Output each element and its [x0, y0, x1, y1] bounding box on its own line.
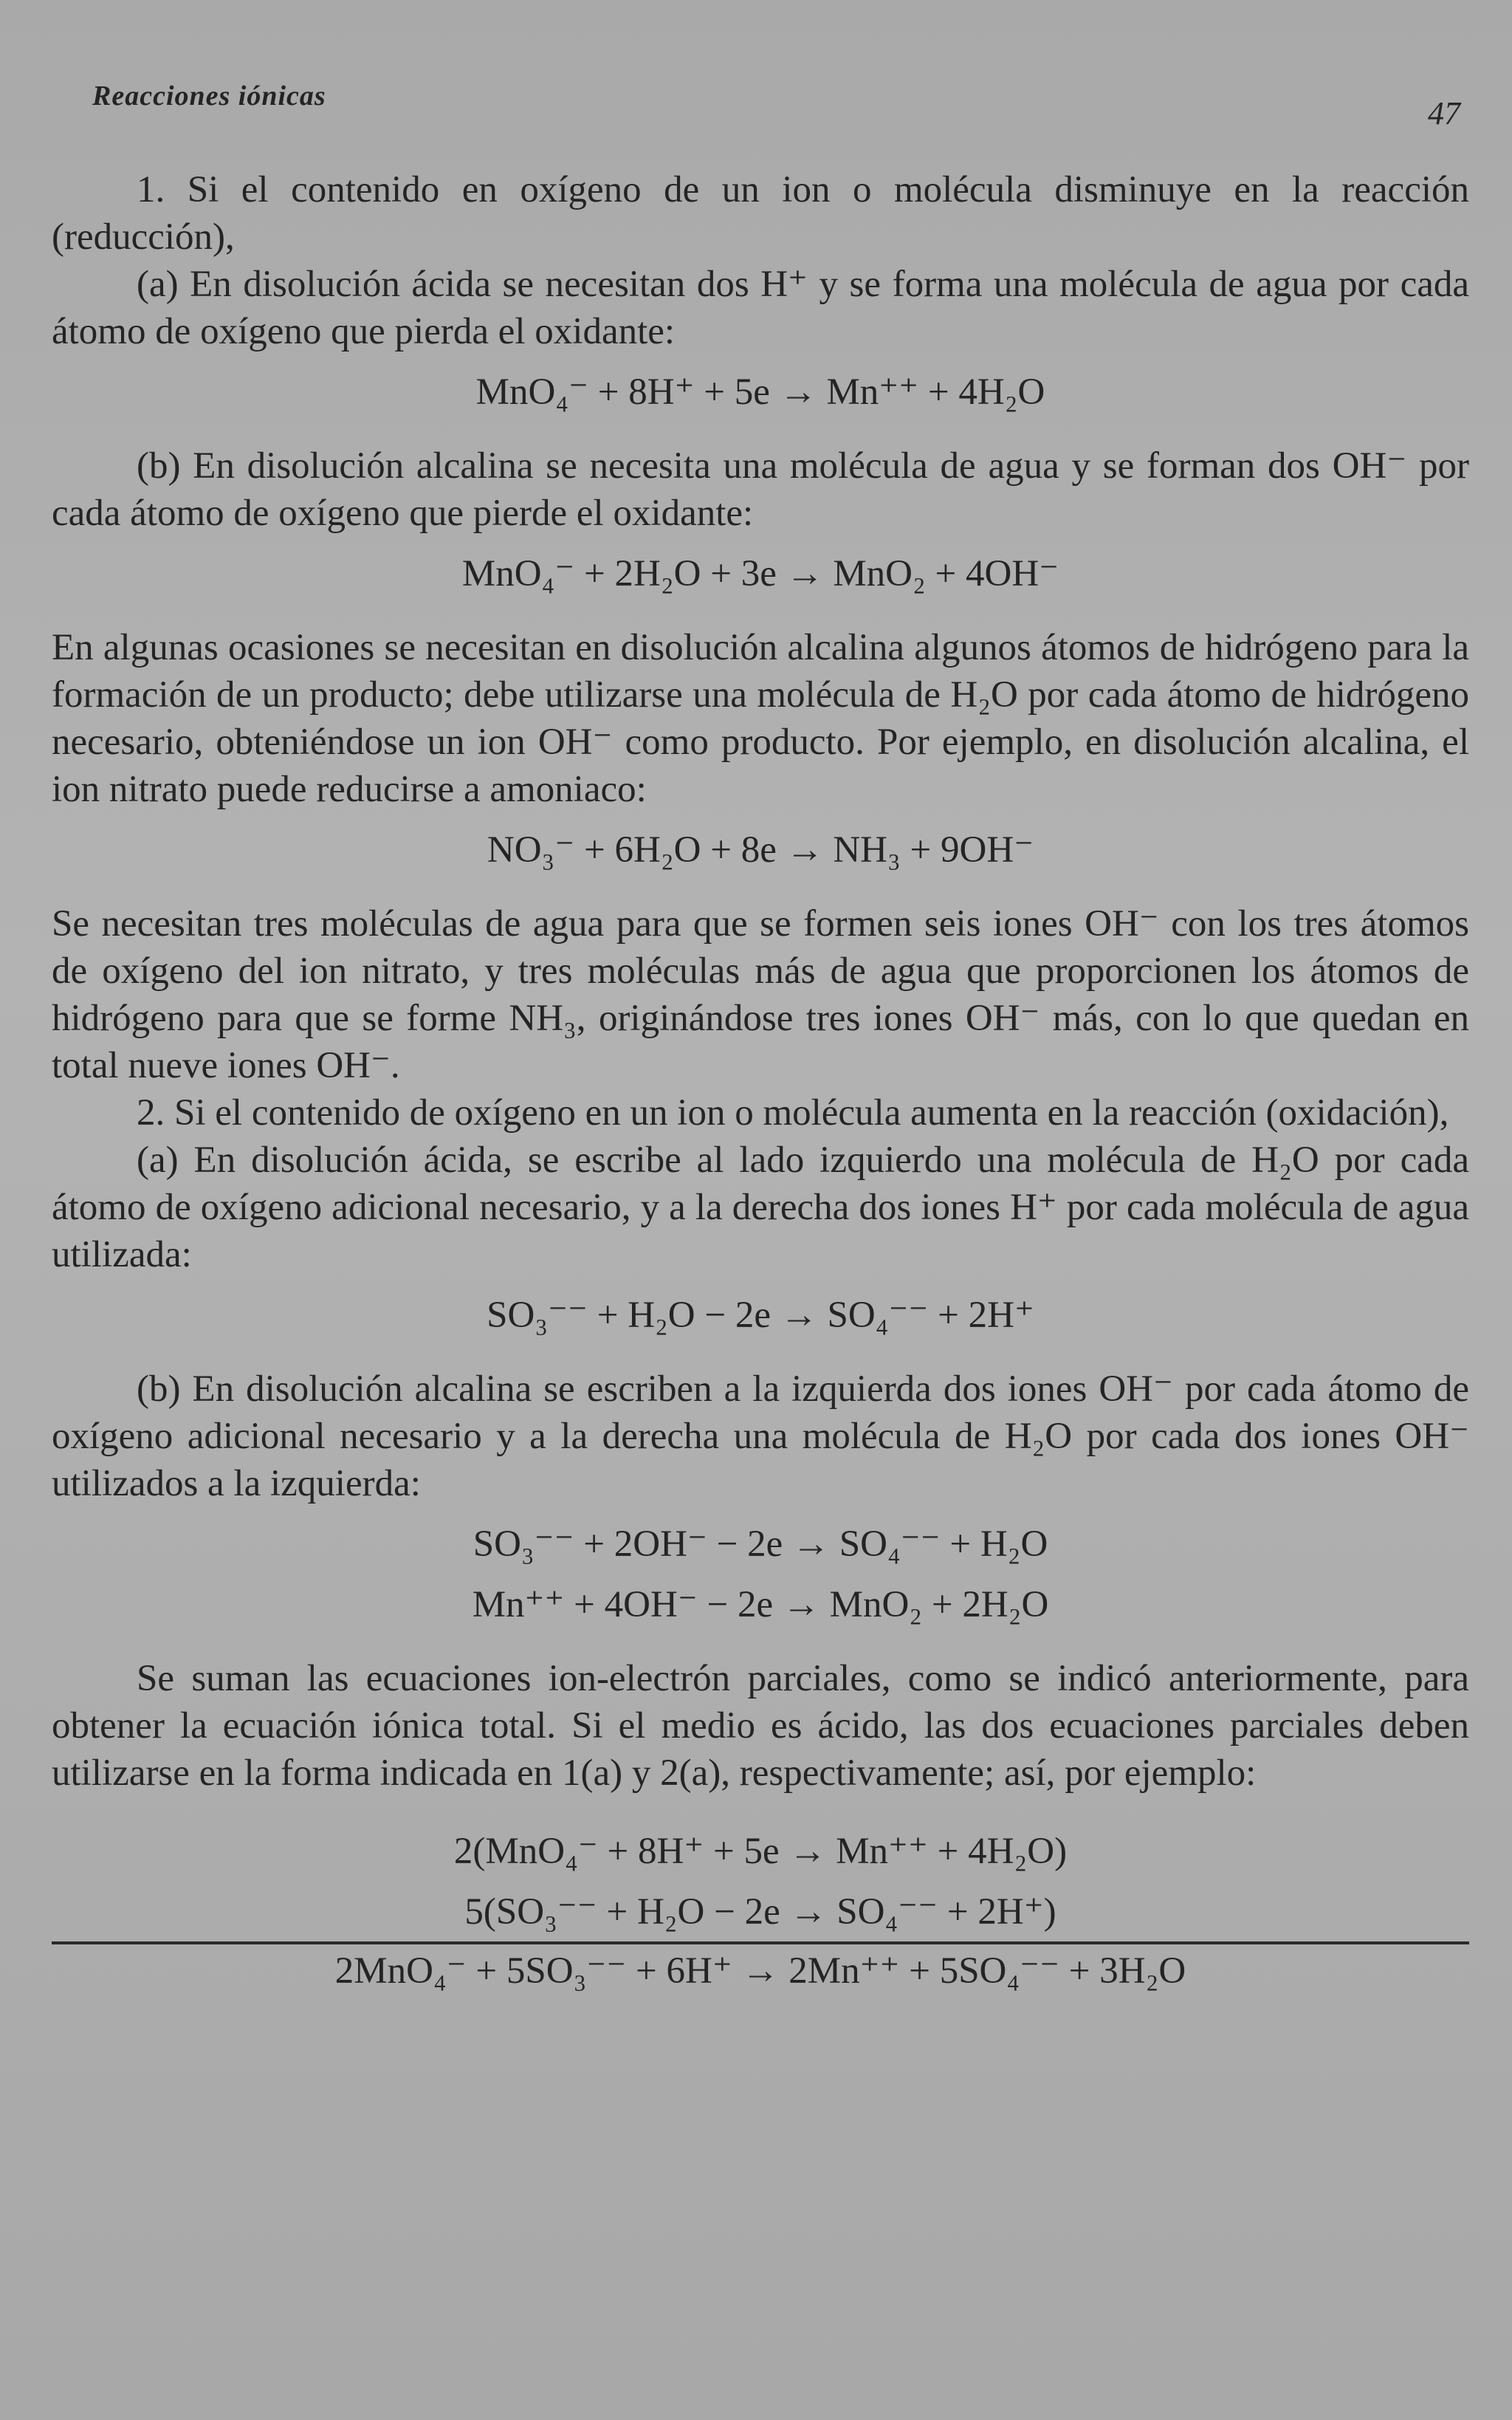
equation-5: SO₃⁻⁻ + 2OH⁻ − 2e → SO₄⁻⁻ + H₂O — [472, 1523, 1048, 1565]
paragraph-alkaline: En algunas ocasiones se necesitan en disolución alcalina algunos átomos de hidrógeno para la formación de un producto; debe utilizarse una molécula de H₂O por cada átomo de hidrógeno necesario, obteniéndose un ion OH⁻ como producto. Por ejemplo, en disolución alcalina, el ion nitrato puede reducirse a amoniaco: — [52, 627, 1469, 810]
equation-7: 2(MnO₄⁻ + 8H⁺ + 5e → Mn⁺⁺ + 4H₂O) — [453, 1831, 1068, 1872]
page-number: 47 — [1428, 95, 1460, 131]
spacer — [52, 1797, 1469, 1814]
paragraph-2: 2. Si el contenido de oxígeno en un ion o molécula aumenta en la reacción (oxidación), — [137, 1092, 1449, 1134]
page-body — [52, 166, 1469, 2021]
paragraph-1a: (a) En disolución ácida se necesitan dos H⁺ y se forma una molécula de agua por cada átomo de oxígeno que pierda el oxidante: — [52, 264, 1469, 352]
paragraph-1: 1. Si el contenido en oxígeno de un ion o molécula disminuye en la reacción (reducción), — [52, 169, 1469, 258]
equation-total: 2MnO₄⁻ + 5SO₃⁻⁻ + 6H⁺ → 2Mn⁺⁺ + 5SO₄⁻⁻ + 3H₂O — [52, 1941, 1469, 1995]
equation-1: MnO₄⁻ + 8H⁺ + 5e → Mn⁺⁺ + 4H₂O — [475, 371, 1045, 413]
paragraph-1b: (b) En disolución alcalina se necesita una molécula de agua y se forman dos OH⁻ por cada átomo de oxígeno que pierde el oxidante: — [52, 445, 1469, 534]
paragraph-2a: (a) En disolución ácida, se escribe al lado izquierdo una molécula de H₂O por cada átomo de oxígeno adicional necesario, y a la derecha dos iones H⁺ por cada molécula de agua utilizada: — [52, 1139, 1469, 1275]
equation-6: Mn⁺⁺ + 4OH⁻ − 2e → MnO₂ + 2H₂O — [472, 1584, 1049, 1625]
paragraph-2b: (b) En disolución alcalina se escriben a la izquierda dos iones OH⁻ por cada átomo de oxígeno adicional necesario y a la derecha una molécula de H₂O por cada dos iones OH⁻ utilizados a la izquierda: — [52, 1368, 1469, 1504]
equation-8: 5(SO₃⁻⁻ + H₂O − 2e → SO₄⁻⁻ + 2H⁺) — [464, 1891, 1056, 1933]
paragraph-nitrate: Se necesitan tres moléculas de agua para que se formen seis iones OH⁻ con los tres átomos de oxígeno del ion nitrato, y tres moléculas más de agua que proporcionen los átomos de hidrógeno para que se forme NH₃, originándose tres iones OH⁻ más, con lo que quedan en total nueve iones OH⁻. — [52, 903, 1469, 1086]
paragraph-sum: Se suman las ecuaciones ion-electrón parciales, como se indicó anteriormente, para obtener la ecuación iónica total. Si el medio es ácido, las dos ecuaciones parciales deben utilizarse en la forma indicada en 1(a) y 2(a), respectivamente; así, por ejemplo: — [52, 1658, 1469, 1794]
equation-2: MnO₄⁻ + 2H₂O + 3e → MnO₂ + 4OH⁻ — [461, 553, 1059, 594]
equation-3: NO₃⁻ + 6H₂O + 8e → NH₃ + 9OH⁻ — [487, 829, 1034, 871]
equation-4: SO₃⁻⁻ + H₂O − 2e → SO₄⁻⁻ + 2H⁺ — [487, 1295, 1034, 1336]
running-head: Reacciones iónicas — [92, 80, 326, 112]
